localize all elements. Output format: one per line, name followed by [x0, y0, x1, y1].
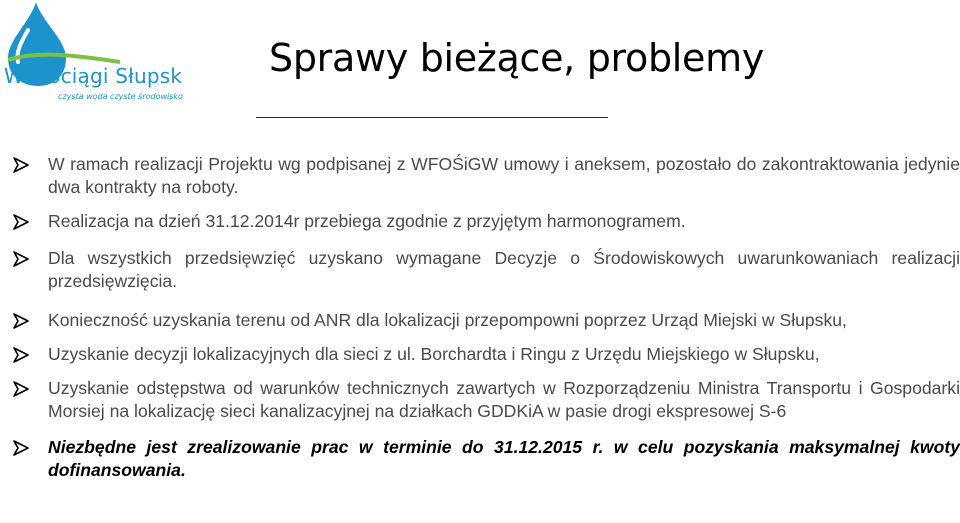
arrowhead-bullet-icon: [12, 312, 30, 330]
list-item: [12, 153, 960, 199]
bullet-text: W ramach realizacji Projektu wg podpisanej z WFOŚiGW umowy i aneksem, pozostało do zakontraktowania jedynie dwa kontrakty na roboty.: [48, 154, 960, 197]
bullet-text: Realizacja na dzień 31.12.2014r przebiega zgodnie z przyjętym harmonogramem.: [48, 211, 686, 231]
bullet-text: Uzyskanie odstępstwa od warunków technicznych zawartych w Rozporządzeniu Ministra Transportu i Gospodarki Morsiej na lokalizację sieci kanalizacyjnej na działkach GDDKiA w pasie drogi ekspresowej S-6: [48, 378, 960, 421]
bullet-list: [12, 153, 960, 482]
title-underline: [256, 117, 608, 118]
list-item: [12, 436, 960, 482]
arrowhead-bullet-icon: [12, 380, 30, 398]
logo-name: Wodociągi Słupsk: [4, 64, 183, 88]
arrowhead-bullet-icon: [12, 213, 30, 231]
bullet-text: Dla wszystkich przedsięwzięć uzyskano wymagane Decyzje o Środowiskowych uwarunkowaniach realizacji przedsięwzięcia.: [48, 248, 960, 291]
arrowhead-bullet-icon: [12, 346, 30, 364]
logo-tagline: czysta woda czyste środowisko: [58, 92, 183, 101]
arrowhead-bullet-icon: [12, 250, 30, 268]
list-item: [12, 247, 960, 293]
arrowhead-bullet-icon: [12, 439, 30, 457]
list-item: [12, 309, 960, 332]
arrowhead-bullet-icon: [12, 156, 30, 174]
list-item: [12, 343, 960, 366]
list-item: [12, 377, 960, 423]
slide-title: Sprawy bieżące, problemy: [269, 36, 765, 80]
company-logo: [0, 0, 200, 115]
bullet-text: Konieczność uzyskania terenu od ANR dla lokalizacji przepompowni poprzez Urząd Miejski w Słupsku,: [48, 310, 847, 330]
list-item: [12, 210, 960, 233]
bullet-text-emphasis: Niezbędne jest zrealizowanie prac w terminie do 31.12.2015 r. w celu pozyskania maksymalnej kwoty dofinansowania.: [48, 437, 960, 480]
bullet-text: Uzyskanie decyzji lokalizacyjnych dla sieci z ul. Borchardta i Ringu z Urzędu Miejskiego w Słupsku,: [48, 344, 820, 364]
